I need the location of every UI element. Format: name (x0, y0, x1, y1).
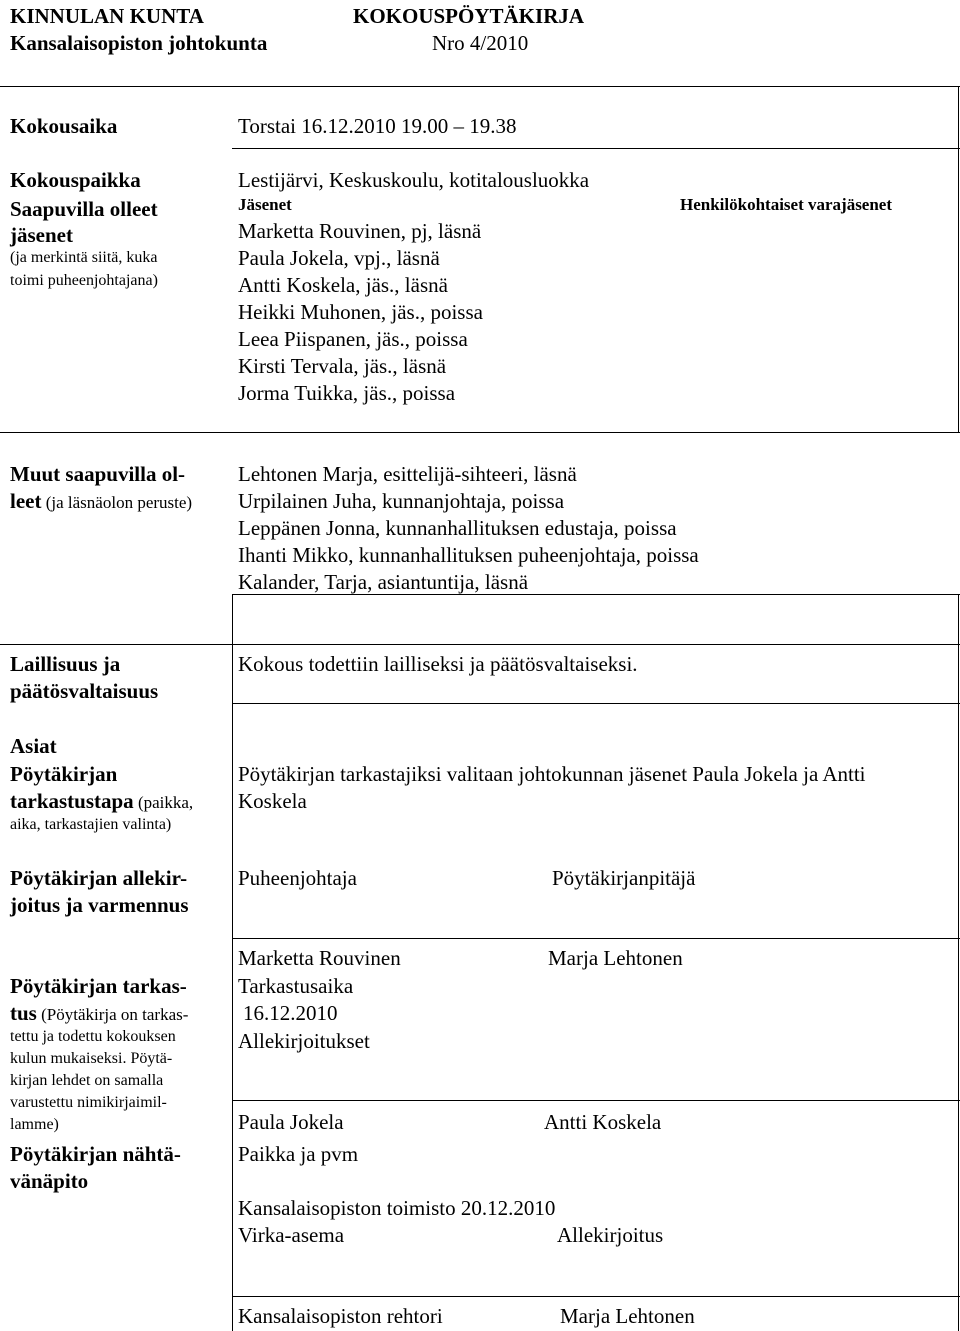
meeting-place-value: Lestijärvi, Keskuskoulu, kotitalousluokka (238, 168, 590, 192)
divider-legality (0, 644, 960, 645)
divider-members (0, 432, 960, 433)
right-border (958, 86, 959, 432)
document-type: KOKOUSPÖYTÄKIRJA (353, 4, 585, 28)
legality-label: Laillisuus ja (10, 652, 121, 676)
others-box-left (232, 594, 233, 644)
members-label: Saapuvilla olleet (10, 197, 158, 221)
display-label-2: vänäpito (10, 1169, 89, 1193)
display-label: Pöytäkirjan nähtä- (10, 1142, 181, 1166)
divider-time (232, 148, 960, 149)
signing-label: Pöytäkirjan allekir- (10, 866, 188, 890)
others-label-note: (ja läsnäolon peruste) (41, 493, 193, 512)
other-attendee: Urpilainen Juha, kunnanjohtaja, poissa (238, 489, 565, 513)
inspection-method-label: Pöytäkirjan (10, 762, 118, 786)
other-attendee: Lehtonen Marja, esittelijä-sihteeri, läsnä (238, 462, 577, 486)
meeting-place-label: Kokouspaikka (10, 168, 141, 192)
members-note-1: (ja merkintä siitä, kuka (10, 249, 158, 266)
display-place-label: Paikka ja pvm (238, 1142, 359, 1166)
member-item: Kirsti Tervala, jäs., läsnä (238, 354, 447, 378)
chair-name: Marketta Rouvinen (238, 946, 401, 970)
others-box-right (958, 594, 959, 644)
position-value: Kansalaisopiston rehtori (238, 1304, 443, 1328)
other-attendee: Kalander, Tarja, asiantuntija, läsnä (238, 570, 529, 594)
inspection-label-bold: tus (10, 1001, 37, 1025)
member-item: Paula Jokela, vpj., läsnä (238, 246, 440, 270)
meeting-time-label: Kokousaika (10, 114, 118, 138)
lower-right-border (958, 703, 959, 1331)
organ-name: Kansalaisopiston johtokunta (10, 31, 268, 55)
inspection-note: tettu ja todettu kokouksen (10, 1028, 176, 1045)
members-note-2: toimi puheenjohtajana) (10, 272, 158, 289)
inspection-label: Pöytäkirjan tarkas- (10, 974, 187, 998)
meeting-time-value: Torstai 16.12.2010 19.00 – 19.38 (238, 114, 517, 138)
legality-box-left (232, 644, 233, 703)
display-signature-line (232, 1296, 960, 1297)
inspection-time-value: 16.12.2010 (243, 1001, 338, 1025)
inspection-note: kulun mukaiseksi. Pöytä- (10, 1050, 173, 1067)
signature-line (232, 938, 960, 939)
inspection-method-text-2: Koskela (238, 789, 307, 813)
signature-label: Allekirjoitus (557, 1223, 664, 1247)
inspection-method-text: Pöytäkirjan tarkastajiksi valitaan johtokunnan jäsenet Paula Jokela ja Antti (238, 762, 866, 786)
members-heading: Jäsenet (238, 195, 292, 214)
member-item: Jorma Tuikka, jäs., poissa (238, 381, 456, 405)
secretary-title: Pöytäkirjanpitäjä (552, 866, 696, 890)
inspection-method-label-2 (10, 789, 193, 813)
inspection-method-bold: tarkastustapa (10, 789, 134, 813)
municipality-name: KINNULAN KUNTA (10, 4, 204, 28)
member-item: Antti Koskela, jäs., läsnä (238, 273, 448, 297)
matters-label: Asiat (10, 734, 57, 758)
deputies-heading: Henkilökohtaiset varajäsenet (680, 195, 893, 214)
divider-legality-bottom (232, 703, 960, 704)
others-label-bold: leet (10, 489, 42, 513)
inspector-signature-line (232, 1100, 960, 1101)
legality-box-right (958, 644, 959, 703)
member-item: Marketta Rouvinen, pj, läsnä (238, 219, 482, 243)
members-label-2: jäsenet (10, 223, 73, 247)
chair-title: Puheenjohtaja (238, 866, 357, 890)
legality-label-2: päätösvaltaisuus (10, 679, 159, 703)
lower-column-rule (232, 703, 233, 1331)
member-item: Leea Piispanen, jäs., poissa (238, 327, 468, 351)
secretary-name: Marja Lehtonen (548, 946, 683, 970)
member-item: Heikki Muhonen, jäs., poissa (238, 300, 483, 324)
position-label: Virka-asema (238, 1223, 345, 1247)
other-attendee: Ihanti Mikko, kunnanhallituksen puheenjohtaja, poissa (238, 543, 699, 567)
signing-label-2: joitus ja varmennus (10, 893, 189, 917)
other-attendee: Leppänen Jonna, kunnanhallituksen edustaja, poissa (238, 516, 677, 540)
inspection-label-note: (Pöytäkirja on tarkas- (36, 1005, 189, 1024)
document-number: Nro 4/2010 (432, 31, 529, 55)
display-signer: Marja Lehtonen (560, 1304, 695, 1328)
inspection-note: lamme) (10, 1116, 59, 1133)
inspection-time-label: Tarkastusaika (238, 974, 354, 998)
inspector-2: Antti Koskela (544, 1110, 662, 1134)
legality-text: Kokous todettiin lailliseksi ja päätösvaltaiseksi. (238, 652, 638, 676)
inspection-method-note-2: aika, tarkastajien valinta) (10, 816, 172, 833)
inspection-label-2 (10, 1001, 188, 1025)
inspection-method-note: (paikka, (133, 793, 194, 812)
divider-others (232, 594, 960, 595)
others-label: Muut saapuvilla ol- (10, 462, 186, 486)
display-place-value: Kansalaisopiston toimisto 20.12.2010 (238, 1196, 556, 1220)
others-label-2 (10, 489, 192, 513)
inspection-note: kirjan lehdet on samalla (10, 1072, 164, 1089)
signatures-label: Allekirjoitukset (238, 1029, 370, 1053)
top-rule (0, 86, 960, 87)
inspector-1: Paula Jokela (238, 1110, 344, 1134)
inspection-note: varustettu nimikirjaimil- (10, 1094, 167, 1111)
